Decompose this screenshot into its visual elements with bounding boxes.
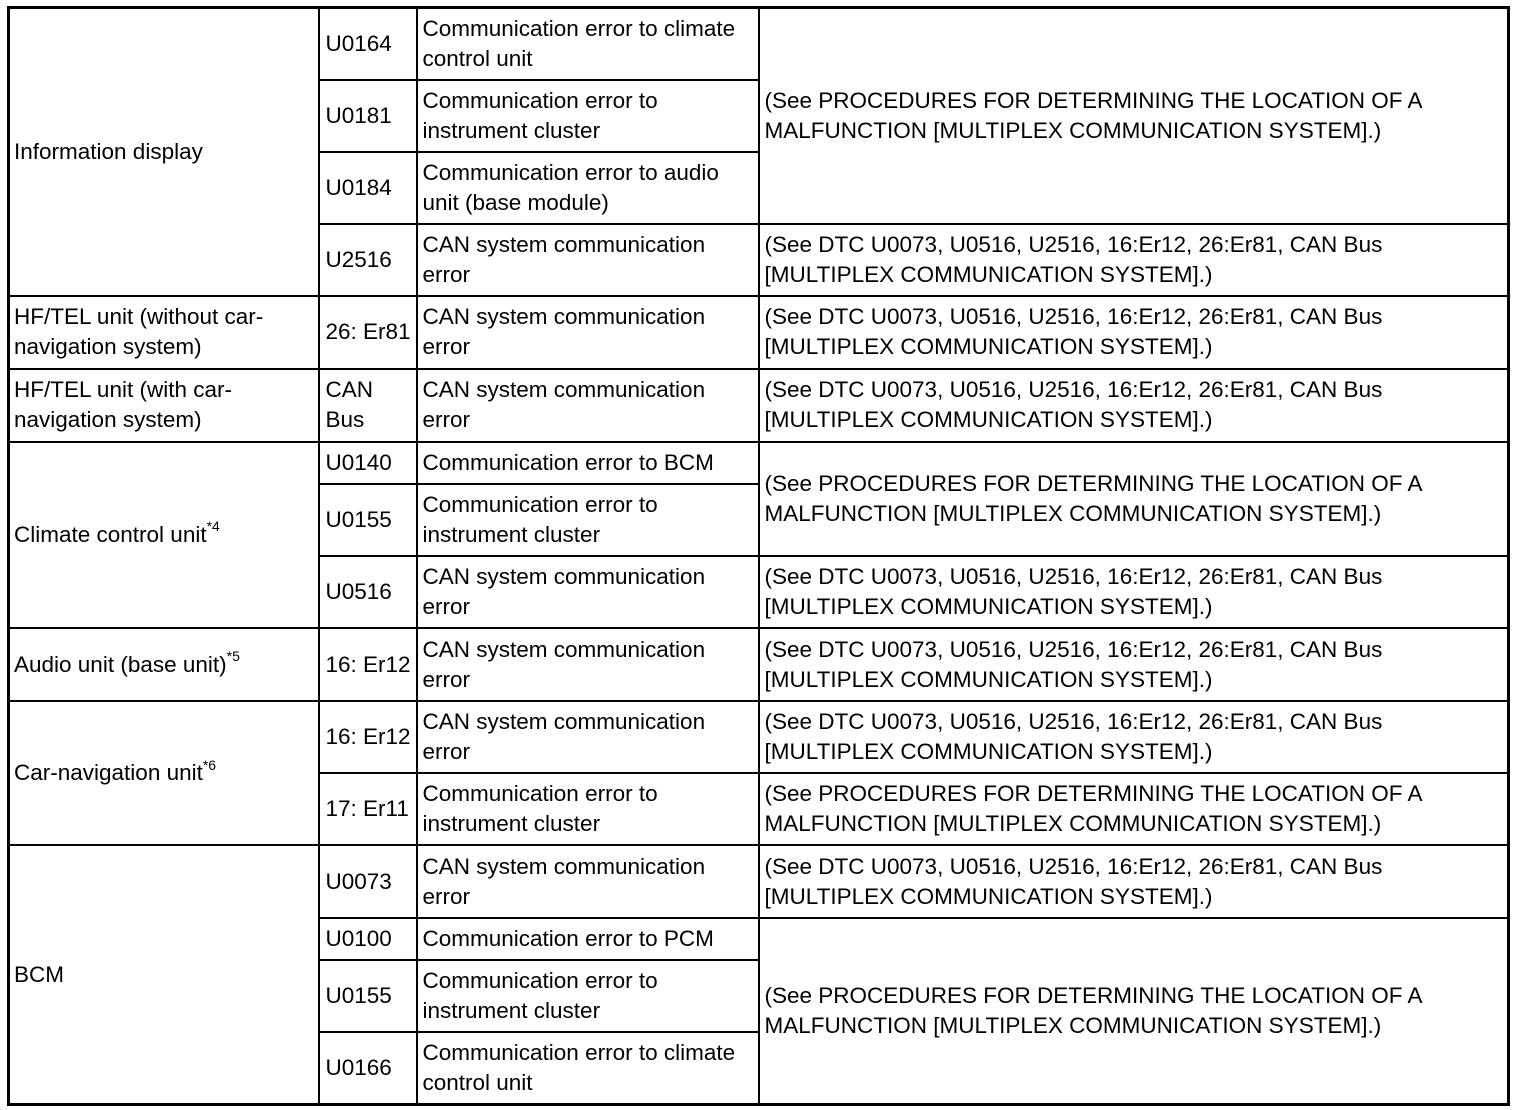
action-text: (See DTC U0073, U0516, U2516, 16:Er12, 26:Er81, CAN Bus [MULTIPLEX COMMUNICATION SYSTEM].) [764, 564, 1383, 619]
description-cell [417, 773, 759, 845]
table-row [9, 369, 1509, 442]
dtc-code: U0155 [325, 506, 392, 532]
action-text: (See DTC U0073, U0516, U2516, 16:Er12, 26:Er81, CAN Bus [MULTIPLEX COMMUNICATION SYSTEM].) [764, 853, 1383, 909]
action-cell [759, 845, 1509, 918]
description-cell [417, 960, 759, 1032]
description-cell [417, 484, 759, 556]
dtc-code: U0166 [325, 1055, 392, 1081]
dtc-code-cell [319, 8, 417, 80]
description: Communication error to instrument cluster [422, 87, 658, 143]
action-text: (See PROCEDURES FOR DETERMINING THE LOCATION OF A MALFUNCTION [MULTIPLEX COMMUNICATION SYSTEM].) [764, 470, 1422, 526]
dtc-code: 16: Er12 [325, 724, 411, 750]
description-cell [417, 296, 759, 369]
action-cell [759, 701, 1509, 773]
description: Communication error to instrument cluster [422, 491, 658, 547]
unit-name: Information display [14, 138, 203, 164]
dtc-code: U0140 [325, 449, 392, 475]
dtc-code-cell [319, 918, 417, 960]
dtc-code: U0155 [325, 983, 392, 1009]
description-cell [417, 845, 759, 918]
action-text: (See PROCEDURES FOR DETERMINING THE LOCATION OF A MALFUNCTION [MULTIPLEX COMMUNICATION SYSTEM].) [764, 983, 1422, 1039]
unit-cell [9, 8, 319, 296]
action-text: (See DTC U0073, U0516, U2516, 16:Er12, 26:Er81, CAN Bus [MULTIPLEX COMMUNICATION SYSTEM].) [764, 231, 1383, 287]
description: Communication error to climate control unit [422, 1040, 736, 1096]
unit-name: HF/TEL unit (without car-navigation system) [14, 304, 264, 360]
dtc-code-cell [319, 845, 417, 918]
dtc-code: 26: Er81 [325, 319, 411, 345]
unit-name: BCM [14, 961, 64, 987]
description: Communication error to audio unit (base module) [422, 159, 719, 215]
description: Communication error to climate control unit [422, 15, 736, 71]
dtc-code: 16: Er12 [325, 651, 411, 677]
footnote-marker: *5 [226, 648, 240, 665]
unit-cell [9, 701, 319, 845]
dtc-code: CAN Bus [325, 377, 374, 433]
unit-name: HF/TEL unit (with car-navigation system) [14, 377, 232, 433]
action-text: (See DTC U0073, U0516, U2516, 16:Er12, 26:Er81, CAN Bus [MULTIPLEX COMMUNICATION SYSTEM].) [764, 377, 1383, 433]
dtc-code-cell [319, 442, 417, 484]
footnote-marker: *4 [206, 518, 220, 535]
description-cell [417, 701, 759, 773]
action-cell [759, 556, 1509, 628]
dtc-code: U0181 [325, 102, 392, 128]
unit-name: Car-navigation unit [14, 760, 203, 786]
table-row [9, 701, 1509, 773]
action-cell [759, 369, 1509, 442]
dtc-code-cell [319, 296, 417, 369]
dtc-code-cell [319, 152, 417, 224]
dtc-code: U0184 [325, 174, 392, 200]
action-text: (See DTC U0073, U0516, U2516, 16:Er12, 26:Er81, CAN Bus [MULTIPLEX COMMUNICATION SYSTEM].) [764, 709, 1383, 765]
description-cell [417, 369, 759, 442]
description: Communication error to BCM [422, 449, 714, 475]
unit-cell [9, 296, 319, 369]
dtc-code: U0100 [325, 926, 392, 952]
description: Communication error to instrument cluster [422, 968, 658, 1024]
description: CAN system communication error [422, 853, 706, 909]
description-cell [417, 442, 759, 484]
action-cell [759, 773, 1509, 845]
dtc-code-cell [319, 773, 417, 845]
description-cell [417, 628, 759, 701]
footnote-marker: *6 [202, 756, 217, 773]
description: CAN system communication error [422, 564, 706, 619]
dtc-code-cell [319, 1032, 417, 1104]
description-cell [417, 918, 759, 960]
dtc-code: 17: Er11 [325, 796, 409, 822]
dtc-code-cell [319, 369, 417, 442]
table-row [9, 442, 1509, 484]
action-text: (See DTC U0073, U0516, U2516, 16:Er12, 26:Er81, CAN Bus [MULTIPLEX COMMUNICATION SYSTEM].) [764, 304, 1383, 360]
table-row [9, 845, 1509, 918]
dtc-code: U2516 [325, 246, 392, 272]
description-cell [417, 152, 759, 224]
unit-cell [9, 442, 319, 628]
dtc-code-cell [319, 80, 417, 152]
dtc-code-cell [319, 960, 417, 1032]
action-cell [759, 8, 1509, 224]
table-row [9, 8, 1509, 80]
unit-name: Audio unit (base unit) [14, 651, 227, 677]
description: CAN system communication error [422, 636, 706, 692]
unit-cell [9, 628, 319, 701]
description-cell [417, 80, 759, 152]
action-text: (See PROCEDURES FOR DETERMINING THE LOCATION OF A MALFUNCTION [MULTIPLEX COMMUNICATION SYSTEM].) [764, 87, 1422, 143]
unit-name: Climate control unit [14, 521, 207, 547]
action-cell [759, 628, 1509, 701]
description-cell [417, 1032, 759, 1104]
description: CAN system communication error [422, 231, 706, 287]
table-row [9, 296, 1509, 369]
dtc-code-cell [319, 628, 417, 701]
dtc-code: U0073 [325, 868, 392, 894]
table-row [9, 628, 1509, 701]
action-text: (See PROCEDURES FOR DETERMINING THE LOCATION OF A MALFUNCTION [MULTIPLEX COMMUNICATION SYSTEM].) [764, 781, 1422, 837]
description: Communication error to PCM [422, 926, 714, 952]
unit-cell [9, 369, 319, 442]
action-cell [759, 918, 1509, 1104]
unit-cell [9, 845, 319, 1104]
description: CAN system communication error [422, 709, 706, 765]
description: CAN system communication error [422, 304, 706, 360]
action-cell [759, 296, 1509, 369]
dtc-code-cell [319, 224, 417, 296]
dtc-code: U0516 [325, 579, 392, 604]
dtc-code-cell [319, 484, 417, 556]
action-cell [759, 442, 1509, 556]
description: CAN system communication error [422, 377, 706, 433]
description-cell [417, 8, 759, 80]
description-cell [417, 224, 759, 296]
description-cell [417, 556, 759, 628]
action-cell [759, 224, 1509, 296]
dtc-table [7, 6, 1510, 1106]
dtc-code: U0164 [325, 30, 392, 56]
dtc-code-cell [319, 556, 417, 628]
action-text: (See DTC U0073, U0516, U2516, 16:Er12, 26:Er81, CAN Bus [MULTIPLEX COMMUNICATION SYSTEM].) [764, 636, 1383, 692]
description: Communication error to instrument cluster [422, 781, 658, 837]
dtc-code-cell [319, 701, 417, 773]
